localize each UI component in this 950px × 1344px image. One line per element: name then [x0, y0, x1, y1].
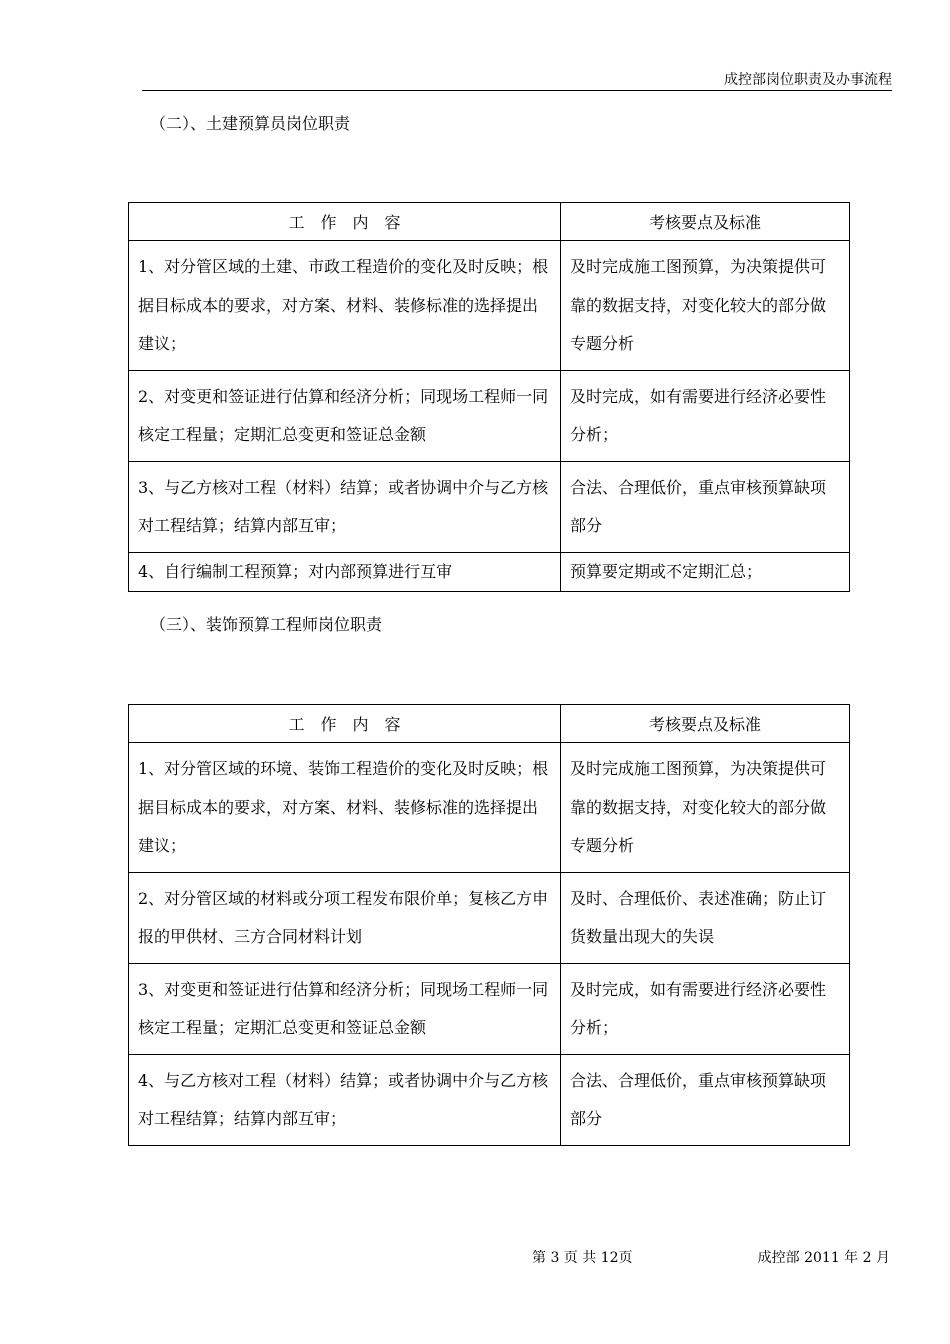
work-content-cell: 4、自行编制工程预算；对内部预算进行互审	[129, 552, 561, 591]
criteria-cell: 预算要定期或不定期汇总；	[561, 552, 850, 591]
table-row	[129, 1054, 850, 1145]
footer-dept-date: 成控部 2011 年 2 月	[757, 1250, 890, 1266]
criteria-cell: 及时完成，如有需要进行经济必要性分析；	[561, 963, 850, 1054]
criteria-cell: 及时完成，如有需要进行经济必要性分析；	[561, 370, 850, 461]
column-header-criteria: 考核要点及标准	[561, 705, 850, 743]
work-content-cell: 1、对分管区域的土建、市政工程造价的变化及时反映；根据目标成本的要求，对方案、材料、装修标准的选择提出建议；	[129, 241, 561, 371]
footer-page-number: 第 3 页 共 12页	[532, 1250, 633, 1266]
work-content-cell: 4、与乙方核对工程（材料）结算；或者协调中介与乙方核对工程结算；结算内部互审；	[129, 1054, 561, 1145]
work-content-cell: 3、对变更和签证进行估算和经济分析；同现场工程师一同核定工程量；定期汇总变更和签证总金额	[129, 963, 561, 1054]
criteria-cell: 合法、合理低价，重点审核预算缺项部分	[561, 1054, 850, 1145]
criteria-cell: 及时、合理低价、表述准确；防止订货数量出现大的失误	[561, 872, 850, 963]
work-content-cell: 2、对分管区域的材料或分项工程发布限价单；复核乙方申报的甲供材、三方合同材料计划	[129, 872, 561, 963]
criteria-cell: 合法、合理低价，重点审核预算缺项部分	[561, 461, 850, 552]
work-content-cell: 1、对分管区域的环境、装饰工程造价的变化及时反映；根据目标成本的要求，对方案、材料、装修标准的选择提出建议；	[129, 743, 561, 873]
criteria-cell: 及时完成施工图预算，为决策提供可靠的数据支持，对变化较大的部分做专题分析	[561, 241, 850, 371]
duty-table-civil	[128, 202, 850, 592]
column-header-work-content: 工 作 内 容	[129, 203, 561, 241]
table-row	[129, 241, 850, 371]
work-content-cell: 3、与乙方核对工程（材料）结算；或者协调中介与乙方核对工程结算；结算内部互审；	[129, 461, 561, 552]
table-header-row	[129, 705, 850, 743]
column-header-work-content: 工 作 内 容	[129, 705, 561, 743]
table-row	[129, 552, 850, 591]
table-row	[129, 872, 850, 963]
header-rule	[142, 90, 892, 91]
table-row	[129, 370, 850, 461]
duty-table-decoration	[128, 704, 850, 1146]
header-title: 成控部岗位职责及办事流程	[724, 72, 892, 88]
table-row	[129, 743, 850, 873]
table-row	[129, 963, 850, 1054]
column-header-criteria: 考核要点及标准	[561, 203, 850, 241]
criteria-cell: 及时完成施工图预算，为决策提供可靠的数据支持，对变化较大的部分做专题分析	[561, 743, 850, 873]
table-row	[129, 461, 850, 552]
work-content-cell: 2、对变更和签证进行估算和经济分析；同现场工程师一同核定工程量；定期汇总变更和签证总金额	[129, 370, 561, 461]
section-title-decoration: （三）、装饰预算工程师岗位职责	[150, 615, 383, 634]
section-title-civil: （二）、土建预算员岗位职责	[150, 114, 351, 133]
table-header-row	[129, 203, 850, 241]
